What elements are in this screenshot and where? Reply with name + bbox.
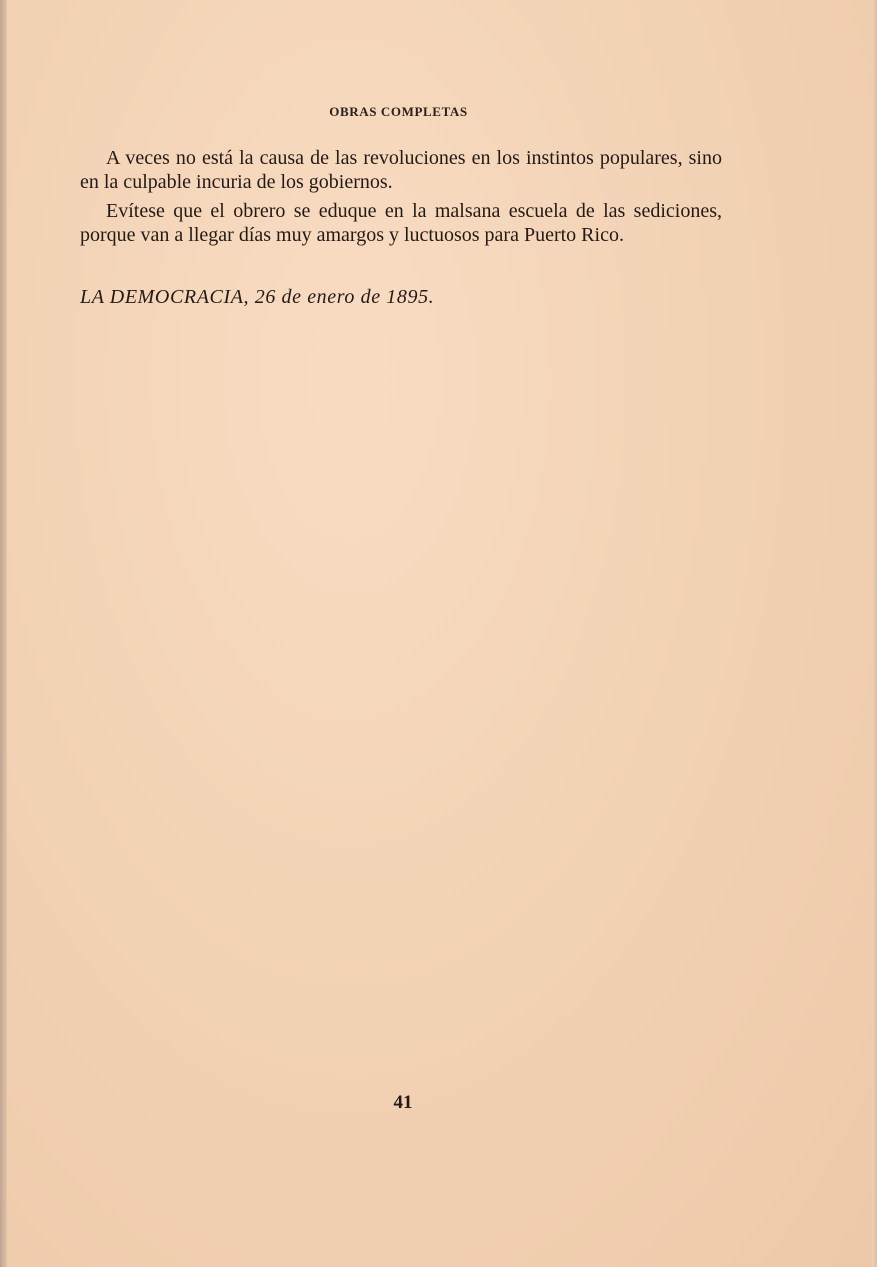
page-number: 41	[393, 1092, 413, 1113]
body-text	[80, 146, 722, 252]
page-left-edge	[0, 0, 7, 1267]
running-title: OBRAS COMPLETAS	[329, 104, 468, 119]
page-right-edge	[872, 0, 877, 1267]
paragraph: A veces no está la causa de las revoluciones en los instintos populares, sino en la culpable incuria de los gobiernos.	[80, 147, 722, 193]
paragraph: Evítese que el obrero se eduque en la malsana escuela de las sediciones, porque van a llegar días muy amargos y luctuosos para Puerto Rico.	[80, 200, 722, 246]
source-citation: LA DEMOCRACIA, 26 de enero de 1895.	[80, 286, 435, 308]
